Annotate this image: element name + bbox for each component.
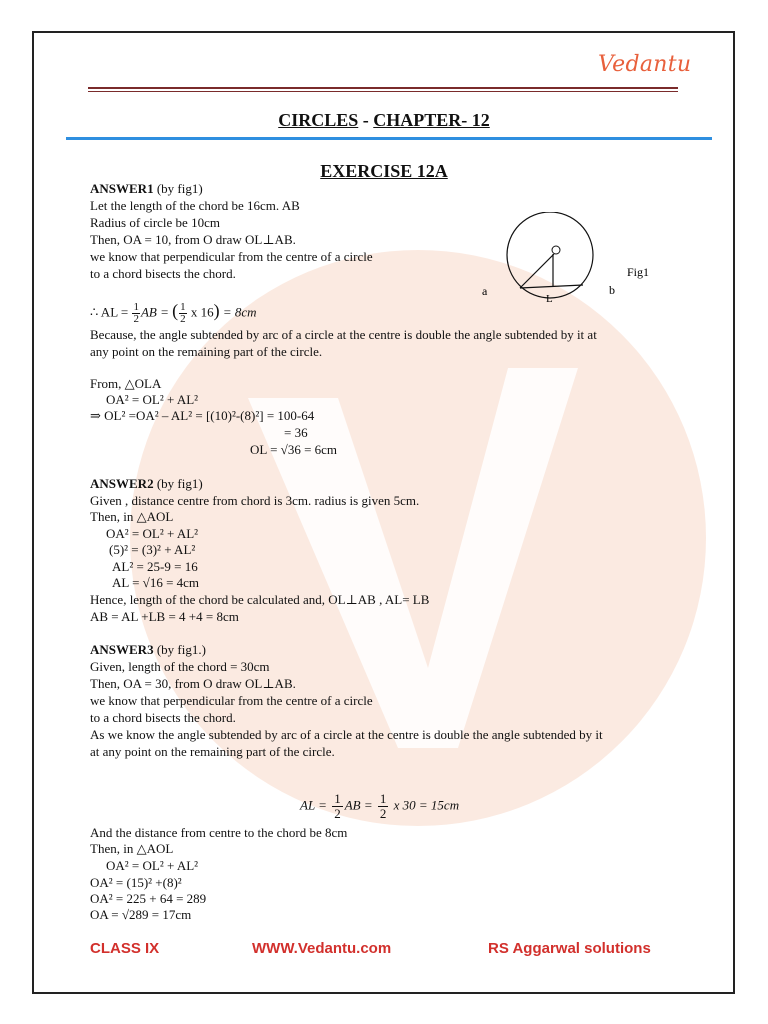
answer3-ref: (by fig1.) [153, 642, 206, 657]
header-rule-thin [88, 91, 678, 92]
answer1-title: ANSWER1 [90, 181, 154, 196]
vedantu-logo: Vedantu [598, 52, 692, 77]
al-lhs: AL = [300, 797, 331, 813]
paren-open: ( [172, 300, 179, 321]
answer3-eq: OA² = 225 + 64 = 289 [90, 891, 207, 906]
figure-label-b: b [609, 283, 615, 297]
answer3-line: Given, length of the chord = 30cm [90, 659, 270, 674]
title-chapter: CHAPTER- 12 [373, 110, 490, 130]
figure-label-a: a [482, 284, 488, 298]
answer2-eq: AL² = 25-9 = 16 [112, 559, 198, 574]
al-ab: AB = [140, 304, 173, 320]
answer3-eq: OA = √289 = 17cm [90, 907, 192, 922]
answer2-ref: (by fig1) [153, 476, 203, 491]
exercise-heading: EXERCISE 12A [320, 161, 448, 181]
al-tail: x 30 = 15cm [390, 797, 460, 813]
answer1-ref: (by fig1) [153, 181, 203, 196]
answer1-line: Radius of circle be 10cm [90, 215, 220, 230]
fraction-denominator: 2 [180, 313, 186, 325]
fraction-numerator: 1 [334, 791, 341, 806]
answer3-heading [90, 642, 206, 658]
answer1-because: any point on the remaining part of the circle. [90, 344, 323, 359]
answer2-line: Hence, length of the chord be calculated and, OL⊥AB , AL= LB [90, 592, 430, 607]
answer2-eq: (5)² = (3)² + AL² [109, 542, 196, 557]
answer1-line: Then, OA = 10, from O draw OL⊥AB. [90, 232, 296, 247]
fraction-numerator: 1 [379, 791, 387, 806]
answer2-eq: AL = √16 = 4cm [112, 575, 200, 590]
answer2-heading [90, 476, 203, 492]
answer1-eq: OA² = OL² + AL² [106, 392, 199, 407]
answer3-line: we know that perpendicular from the centre of a circle [90, 693, 373, 708]
answer3-line: Then, OA = 30, from O draw OL⊥AB. [90, 676, 296, 691]
page-title [0, 110, 768, 131]
al-prefix: ∴ AL = [90, 304, 132, 320]
answer3-line: to a chord bisects the chord. [90, 710, 236, 725]
answer1-line: we know that perpendicular from the centre of a circle [90, 249, 373, 264]
answer2-line: AB = AL +LB = 4 +4 = 8cm [90, 609, 239, 624]
answer1-eq: OL = √36 = 6cm [250, 442, 338, 457]
footer-book: RS Aggarwal solutions [488, 940, 651, 957]
half-fraction [132, 302, 140, 325]
answer3-line: Then, in △AOL [90, 841, 174, 856]
circle-figure [480, 212, 680, 302]
title-rule [66, 137, 712, 140]
answer1-because: Because, the angle subtended by arc of a circle at the centre is double the angle subtended by it at [90, 327, 597, 342]
figure-label-fig: Fig1 [627, 265, 650, 279]
half-fraction [332, 792, 343, 821]
figure-centre-point [552, 246, 560, 254]
figure-radius [520, 254, 554, 288]
answer3-title: ANSWER3 [90, 642, 154, 657]
answer1-line: to a chord bisects the chord. [90, 266, 236, 281]
answer2-title: ANSWER2 [90, 476, 154, 491]
answer1-heading [90, 181, 203, 197]
title-subject: CIRCLES [278, 110, 359, 130]
answer3-eq: OA² = (15)² +(8)² [90, 875, 182, 890]
half-fraction [378, 792, 389, 821]
answer1-from: From, △OLA [90, 376, 162, 391]
al-ab: AB = [344, 797, 376, 813]
footer-class: CLASS IX [90, 940, 160, 957]
answer1-al-equation [90, 302, 257, 325]
figure-label-L: L [546, 293, 553, 302]
fraction-numerator: 1 [133, 301, 139, 313]
fraction-denominator: 2 [379, 806, 387, 821]
answer3-al-equation [300, 792, 459, 821]
fraction-numerator: 1 [180, 301, 186, 313]
answer3-eq: OA² = OL² + AL² [106, 858, 199, 873]
al-x16: x 16 [187, 304, 214, 320]
header-rule [88, 87, 678, 89]
paren-close: ) [213, 300, 220, 321]
answer2-line: Then, in △AOL [90, 509, 174, 524]
title-separator: - [358, 110, 374, 130]
figure-chord [520, 285, 583, 288]
footer-website-link[interactable]: WWW.Vedantu.com [252, 940, 392, 957]
answer2-eq: OA² = OL² + AL² [106, 526, 199, 541]
answer1-eq: ⇒ OL² =OA² – AL² = [(10)²-(8)²] = 100-64 [90, 408, 315, 423]
answer1-eq: = 36 [284, 425, 308, 440]
al-result: = 8cm [219, 304, 257, 320]
answer3-line: at any point on the remaining part of the circle. [90, 744, 335, 759]
answer1-line: Let the length of the chord be 16cm. AB [90, 198, 300, 213]
answer2-line: Given , distance centre from chord is 3cm. radius is given 5cm. [90, 493, 420, 508]
fraction-denominator: 2 [334, 806, 341, 821]
half-fraction [179, 302, 187, 325]
answer3-line: And the distance from centre to the chord be 8cm [90, 825, 348, 840]
fraction-denominator: 2 [133, 313, 139, 325]
answer3-line: As we know the angle subtended by arc of a circle at the centre is double the angle subtended by it [90, 727, 603, 742]
